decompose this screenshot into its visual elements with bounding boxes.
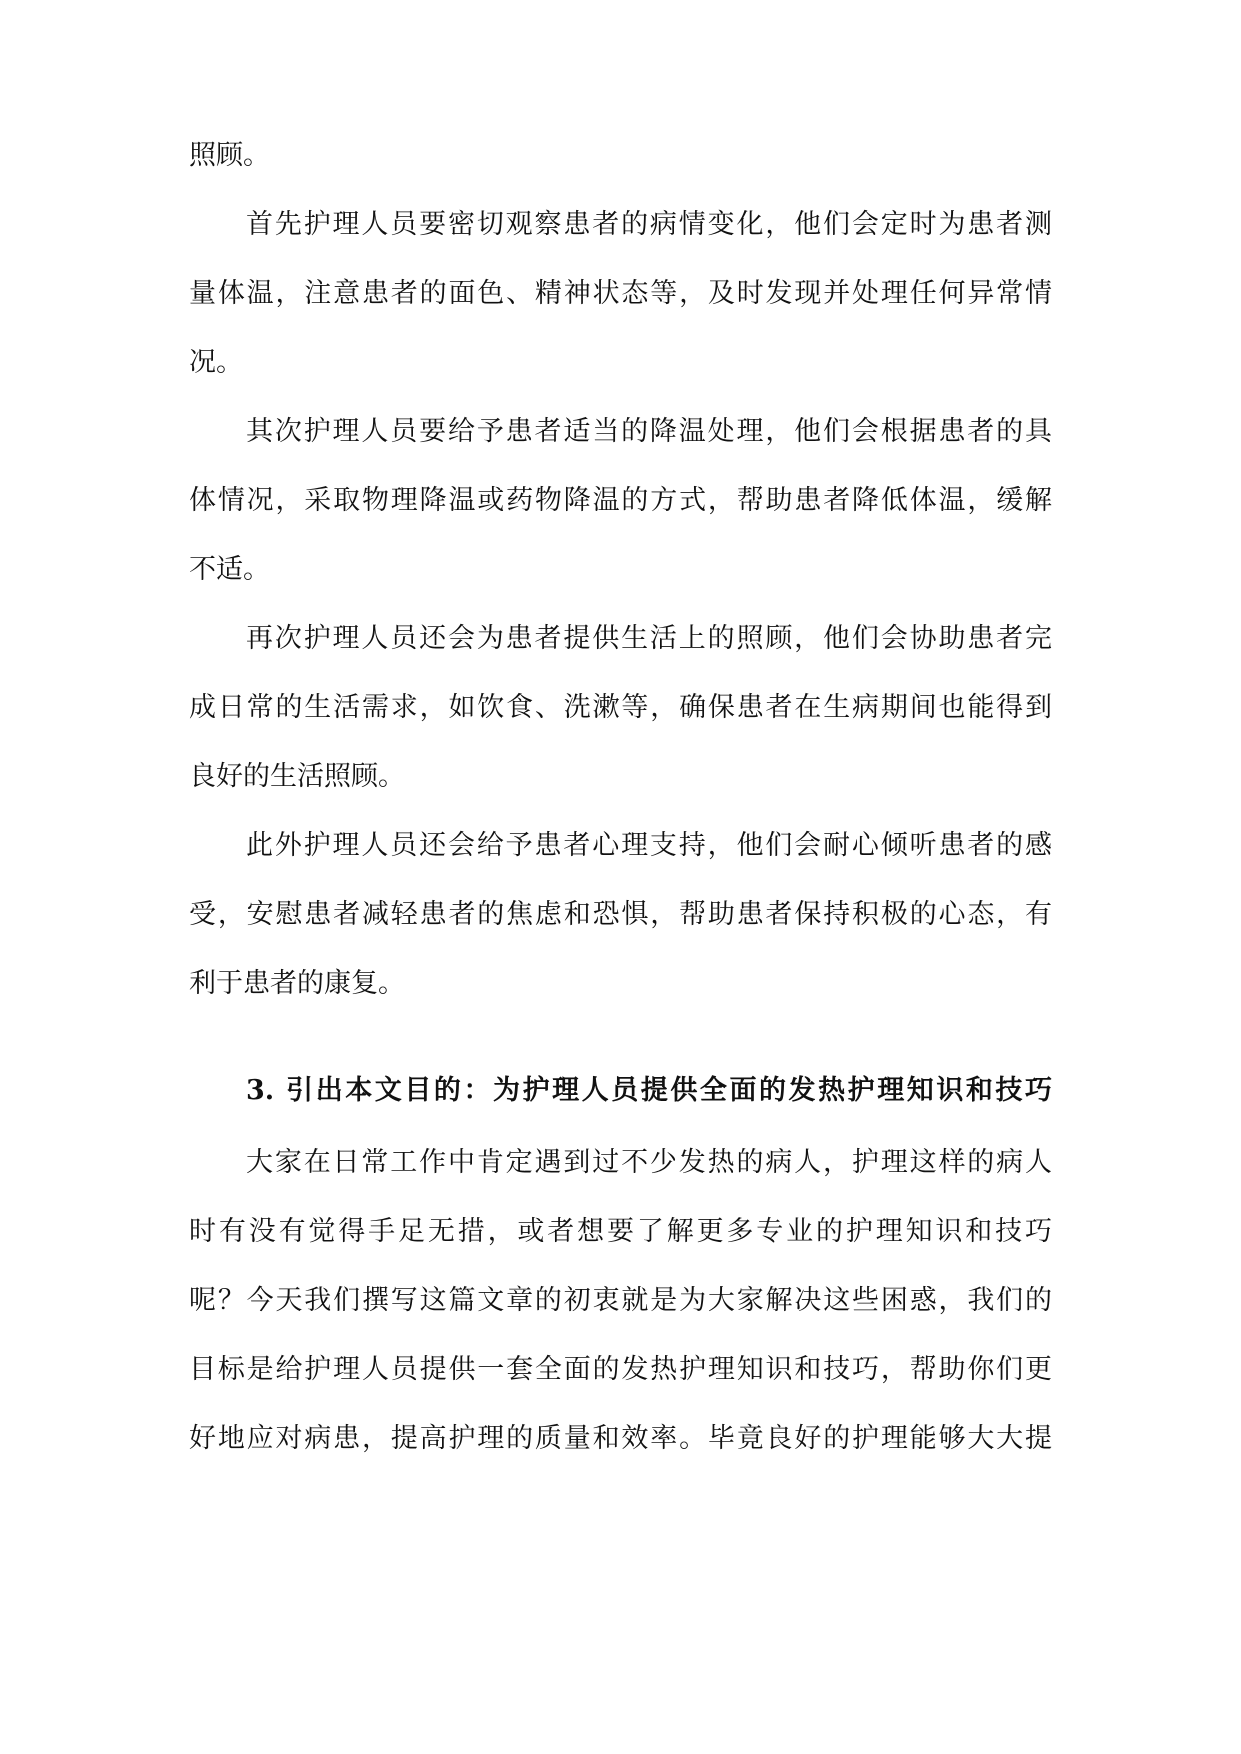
paragraph-line: 呢？今天我们撰写这篇文章的初衷就是为大家解决这些困惑，我们的 — [189, 1285, 1052, 1316]
paragraph-line: 其次护理人员要给予患者适当的降温处理，他们会根据患者的具 — [246, 416, 1052, 447]
paragraph-line: 成日常的生活需求，如饮食、洗漱等，确保患者在生病期间也能得到 — [189, 692, 1052, 723]
paragraph-line: 首先护理人员要密切观察患者的病情变化，他们会定时为患者测 — [246, 209, 1052, 240]
paragraph-line: 不适。 — [189, 554, 270, 585]
paragraph-line: 好地应对病患，提高护理的质量和效率。毕竟良好的护理能够大大提 — [189, 1423, 1052, 1454]
paragraph-line: 体情况，采取物理降温或药物降温的方式，帮助患者降低体温，缓解 — [189, 485, 1052, 516]
paragraph-line: 照顾。 — [189, 140, 270, 171]
paragraph-line: 目标是给护理人员提供一套全面的发热护理知识和技巧，帮助你们更 — [189, 1354, 1052, 1385]
paragraph-line: 时有没有觉得手足无措，或者想要了解更多专业的护理知识和技巧 — [189, 1216, 1052, 1247]
paragraph-line: 大家在日常工作中肯定遇到过不少发热的病人，护理这样的病人 — [246, 1147, 1052, 1178]
paragraph-line: 量体温，注意患者的面色、精神状态等，及时发现并处理任何异常情 — [189, 278, 1052, 309]
paragraph-line: 良好的生活照顾。 — [189, 761, 405, 792]
paragraph-line: 再次护理人员还会为患者提供生活上的照顾，他们会协助患者完 — [246, 623, 1052, 654]
paragraph-line: 况。 — [189, 347, 243, 378]
paragraph-line: 受，安慰患者减轻患者的焦虑和恐惧，帮助患者保持积极的心态，有 — [189, 899, 1052, 930]
paragraph-line: 利于患者的康复。 — [189, 968, 405, 999]
paragraph-line: 此外护理人员还会给予患者心理支持，他们会耐心倾听患者的感 — [246, 830, 1052, 861]
section-heading: 3. 引出本文目的：为护理人员提供全面的发热护理知识和技巧 — [246, 1075, 1052, 1106]
